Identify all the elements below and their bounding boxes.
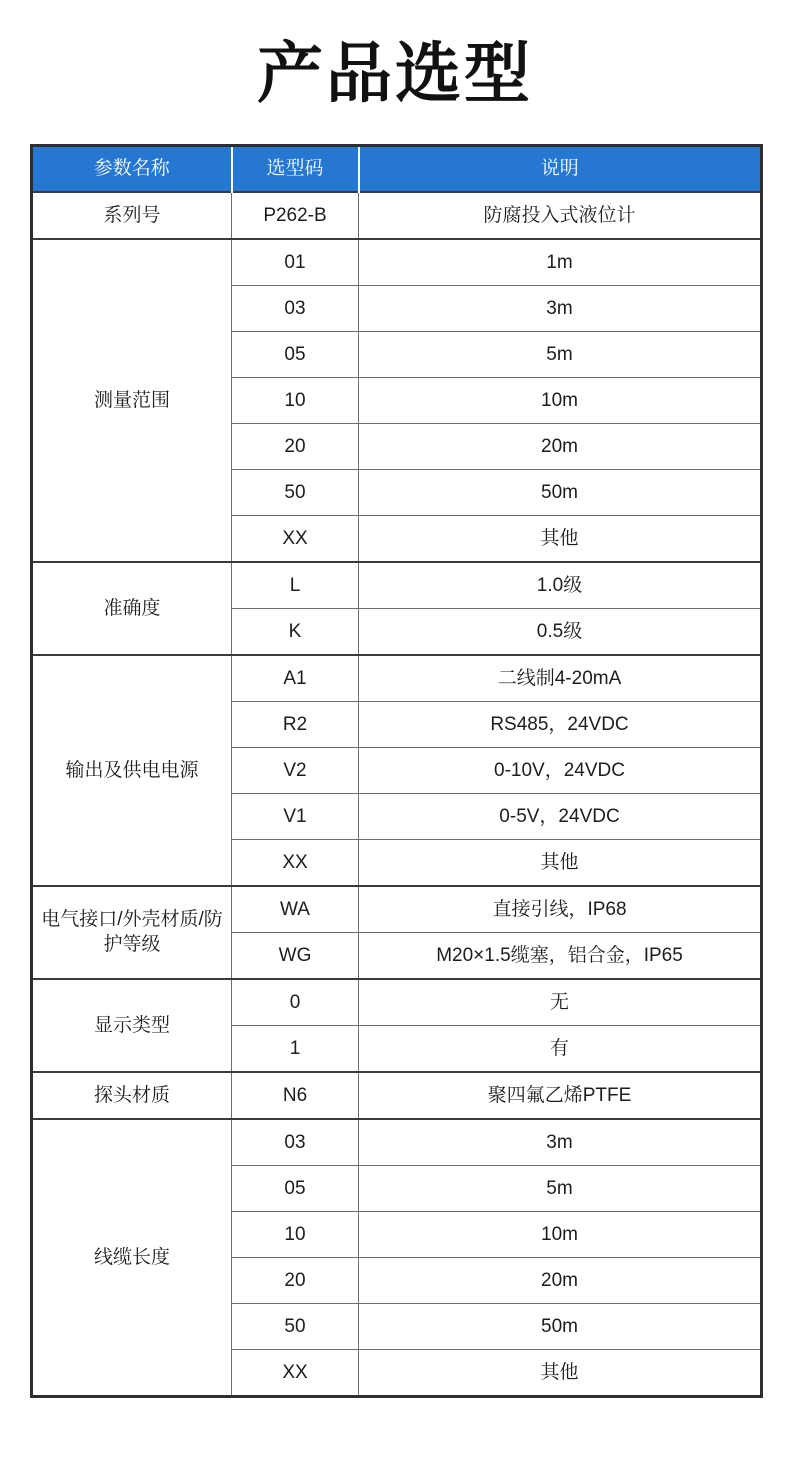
code-cell: 50 <box>232 469 359 515</box>
table-header <box>32 145 762 192</box>
desc-cell: 1.0级 <box>359 562 762 609</box>
code-cell: 20 <box>232 1257 359 1303</box>
code-cell: N6 <box>232 1072 359 1119</box>
code-cell: WG <box>232 932 359 979</box>
code-cell: P262-B <box>232 192 359 239</box>
table-row <box>32 239 762 286</box>
param-name-cell: 系列号 <box>32 192 232 239</box>
code-cell: 10 <box>232 377 359 423</box>
desc-cell: 无 <box>359 979 762 1026</box>
code-cell: R2 <box>232 701 359 747</box>
product-selection-table-wrap <box>30 144 760 1398</box>
column-header-param: 参数名称 <box>32 145 232 192</box>
code-cell: 50 <box>232 1303 359 1349</box>
code-cell: K <box>232 608 359 655</box>
desc-cell: 防腐投入式液位计 <box>359 192 762 239</box>
desc-cell: M20×1.5缆塞，铝合金，IP65 <box>359 932 762 979</box>
code-cell: 01 <box>232 239 359 286</box>
code-cell: 20 <box>232 423 359 469</box>
desc-cell: 0-10V，24VDC <box>359 747 762 793</box>
desc-cell: 20m <box>359 423 762 469</box>
product-selection-table <box>30 144 763 1398</box>
column-header-desc: 说明 <box>359 145 762 192</box>
table-row <box>32 1119 762 1166</box>
desc-cell: 50m <box>359 469 762 515</box>
desc-cell: 3m <box>359 1119 762 1166</box>
desc-cell: 二线制4-20mA <box>359 655 762 702</box>
desc-cell: 10m <box>359 1211 762 1257</box>
code-cell: L <box>232 562 359 609</box>
param-name-cell: 电气接口/外壳材质/防护等级 <box>32 886 232 979</box>
param-name-cell: 显示类型 <box>32 979 232 1072</box>
desc-cell: 其他 <box>359 839 762 886</box>
table-row <box>32 192 762 239</box>
table-row <box>32 979 762 1026</box>
desc-cell: 0-5V，24VDC <box>359 793 762 839</box>
desc-cell: 0.5级 <box>359 608 762 655</box>
table-row <box>32 562 762 609</box>
desc-cell: 聚四氟乙烯PTFE <box>359 1072 762 1119</box>
table-row <box>32 1072 762 1119</box>
desc-cell: 1m <box>359 239 762 286</box>
desc-cell: 50m <box>359 1303 762 1349</box>
table-row <box>32 886 762 933</box>
code-cell: XX <box>232 515 359 562</box>
code-cell: A1 <box>232 655 359 702</box>
page-title: 产品选型 <box>257 36 533 110</box>
code-cell: 03 <box>232 1119 359 1166</box>
param-name-cell: 探头材质 <box>32 1072 232 1119</box>
desc-cell: 其他 <box>359 1349 762 1396</box>
code-cell: V2 <box>232 747 359 793</box>
desc-cell: 20m <box>359 1257 762 1303</box>
code-cell: 10 <box>232 1211 359 1257</box>
code-cell: 05 <box>232 331 359 377</box>
desc-cell: 有 <box>359 1025 762 1072</box>
code-cell: WA <box>232 886 359 933</box>
code-cell: V1 <box>232 793 359 839</box>
code-cell: XX <box>232 1349 359 1396</box>
desc-cell: 直接引线，IP68 <box>359 886 762 933</box>
param-name-cell: 测量范围 <box>32 239 232 562</box>
desc-cell: RS485，24VDC <box>359 701 762 747</box>
code-cell: 0 <box>232 979 359 1026</box>
desc-cell: 5m <box>359 1165 762 1211</box>
param-name-cell: 线缆长度 <box>32 1119 232 1397</box>
column-header-code: 选型码 <box>232 145 359 192</box>
table-body <box>32 192 762 1397</box>
desc-cell: 3m <box>359 285 762 331</box>
header-row <box>32 145 762 192</box>
desc-cell: 10m <box>359 377 762 423</box>
code-cell: 03 <box>232 285 359 331</box>
code-cell: 05 <box>232 1165 359 1211</box>
code-cell: XX <box>232 839 359 886</box>
code-cell: 1 <box>232 1025 359 1072</box>
param-name-cell: 准确度 <box>32 562 232 655</box>
desc-cell: 其他 <box>359 515 762 562</box>
table-row <box>32 655 762 702</box>
param-name-cell: 输出及供电电源 <box>32 655 232 886</box>
desc-cell: 5m <box>359 331 762 377</box>
